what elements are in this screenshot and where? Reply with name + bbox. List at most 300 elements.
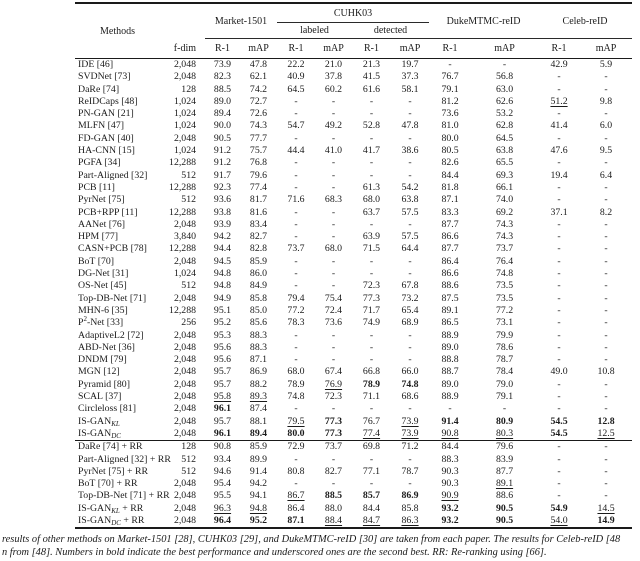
metric-value-cell: 77.4 xyxy=(249,181,268,193)
metric-value-cell: 86.7 xyxy=(287,490,305,502)
table-row xyxy=(75,280,632,292)
metric-value-cell: 68.6 xyxy=(401,391,419,403)
metric-value-cell: 66.8 xyxy=(362,366,381,378)
metric-value-cell: 73.6 xyxy=(441,108,459,120)
metric-value-cell: 44.4 xyxy=(287,145,305,157)
metric-value-cell: 74.8 xyxy=(287,391,305,403)
metric-value-cell: - xyxy=(604,465,608,477)
fdim-cell: 1,024 xyxy=(173,95,196,107)
metric-value-cell: 81.0 xyxy=(441,120,459,132)
metric-value-cell: 80.0 xyxy=(441,132,459,144)
metric-value-cell: - xyxy=(557,243,561,255)
table-row xyxy=(75,268,632,280)
caption-line-1: results of other methods on Market-1501 [28], CUHK03 [29], and DukeMTMC-reID [30] are taken from each paper. The results for Celeb-reID [48 xyxy=(2,534,621,545)
metric-value-cell: 91.4 xyxy=(249,465,268,477)
metric-value-cell: 22.2 xyxy=(287,59,305,70)
metric-header: R-1 xyxy=(352,39,391,59)
metric-value-cell: 90.9 xyxy=(441,490,459,502)
metric-value-cell: 95.7 xyxy=(213,366,232,378)
metric-value-cell: 68.3 xyxy=(324,194,343,206)
fdim-cell: 3,840 xyxy=(173,231,196,243)
metric-value-cell: 78.7 xyxy=(401,465,419,477)
metric-value-cell: 85.8 xyxy=(249,292,268,304)
metric-value-cell: 6.0 xyxy=(599,120,613,132)
metric-header: mAP xyxy=(580,39,632,59)
table-row xyxy=(75,157,632,169)
metric-value-cell: - xyxy=(408,157,412,169)
metric-value-cell: 47.8 xyxy=(401,120,419,132)
table-row xyxy=(75,133,632,145)
metric-value-cell: 79.4 xyxy=(287,292,305,304)
metric-value-cell: - xyxy=(369,255,374,267)
metric-value-cell: - xyxy=(604,453,608,465)
method-name-cell: OS-Net [45] xyxy=(78,280,127,292)
metric-value-cell: 89.4 xyxy=(249,427,268,439)
metric-value-cell: 63.8 xyxy=(495,145,514,157)
fdim-cell: 12,288 xyxy=(169,181,196,193)
metric-value-cell: - xyxy=(557,378,561,390)
metric-value-cell: 47.6 xyxy=(550,145,568,157)
metric-value-cell: 74.3 xyxy=(249,120,268,132)
metric-value-cell: - xyxy=(557,83,561,95)
table-row xyxy=(75,84,632,96)
metric-value-cell: - xyxy=(604,157,608,169)
metric-value-cell: 79.1 xyxy=(441,83,459,95)
metric-value-cell: - xyxy=(604,317,608,329)
metric-value-cell: - xyxy=(408,354,412,366)
metric-value-cell: - xyxy=(369,95,374,107)
metric-value-cell: 64.5 xyxy=(495,132,514,144)
table-row xyxy=(75,391,632,403)
table-row xyxy=(75,231,632,243)
metric-value-cell: 77.1 xyxy=(362,465,381,477)
method-name-cell: DaRe [74] + RR xyxy=(78,441,143,453)
metric-value-cell: 65.4 xyxy=(401,304,419,316)
metric-header: mAP xyxy=(471,39,538,59)
metric-value-cell: 60.2 xyxy=(324,83,343,95)
method-name-cell: HA-CNN [15] xyxy=(78,145,135,157)
method-name-cell: Circleloss [81] xyxy=(78,403,136,415)
metric-value-cell: - xyxy=(294,132,298,144)
method-name-cell: SVDNet [73] xyxy=(78,71,131,83)
metric-value-cell: 93.2 xyxy=(441,502,459,514)
metric-value-cell: - xyxy=(604,478,608,490)
metric-value-cell: 37.3 xyxy=(401,71,419,83)
metric-value-cell: 64.4 xyxy=(401,243,419,255)
metric-value-cell: 79.0 xyxy=(495,378,514,390)
fdim-cell: 512 xyxy=(181,169,196,181)
table-row xyxy=(75,416,632,428)
fdim-cell: 2,048 xyxy=(173,478,196,490)
metric-value-cell: 86.4 xyxy=(441,255,459,267)
metric-value-cell: 93.2 xyxy=(441,514,459,526)
method-name-cell: DG-Net [31] xyxy=(78,268,129,280)
metric-value-cell: 79.1 xyxy=(495,391,514,403)
metric-value-cell: 9.5 xyxy=(599,145,613,157)
metric-value-cell: - xyxy=(557,341,561,353)
metric-value-cell: 90.8 xyxy=(213,441,232,453)
metric-value-cell: - xyxy=(557,108,561,120)
metric-value-cell: 90.3 xyxy=(441,478,459,490)
metric-value-cell: - xyxy=(604,194,608,206)
metric-value-cell: - xyxy=(294,231,298,243)
metric-header: R-1 xyxy=(277,39,315,59)
metric-header: mAP xyxy=(240,39,277,59)
metric-value-cell: 73.1 xyxy=(495,317,514,329)
metric-value-cell: 6.4 xyxy=(599,169,613,181)
fdim-cell: 512 xyxy=(181,465,196,477)
table-row xyxy=(75,317,632,329)
metric-value-cell: - xyxy=(408,478,412,490)
metric-value-cell: 37.8 xyxy=(324,71,343,83)
methods-header: Methods xyxy=(100,25,135,37)
method-name-cell: PCB+RPP [11] xyxy=(78,206,138,218)
metric-value-cell: - xyxy=(294,255,298,267)
fdim-cell: 2,048 xyxy=(173,341,196,353)
metric-value-cell: - xyxy=(331,231,336,243)
metric-value-cell: 93.9 xyxy=(213,218,232,230)
metric-header: mAP xyxy=(391,39,429,59)
metric-value-cell: 42.9 xyxy=(550,59,568,70)
method-name-cell: Part-Aligned [32] xyxy=(78,169,148,181)
metric-value-cell: 83.9 xyxy=(495,453,514,465)
metric-value-cell: 57.5 xyxy=(401,231,419,243)
metric-value-cell: 80.8 xyxy=(287,465,305,477)
metric-value-cell: 88.4 xyxy=(324,514,343,526)
metric-value-cell: - xyxy=(294,341,298,353)
metric-value-cell: 75.4 xyxy=(324,292,343,304)
metric-value-cell: 91.2 xyxy=(213,145,232,157)
metric-value-cell: - xyxy=(604,108,608,120)
table-row xyxy=(75,256,632,268)
metric-value-cell: 37.1 xyxy=(550,206,568,218)
metric-value-cell: - xyxy=(557,329,561,341)
metric-value-cell: - xyxy=(408,169,412,181)
metric-value-cell: - xyxy=(294,453,298,465)
metric-value-cell: 80.5 xyxy=(441,145,459,157)
metric-value-cell: 69.8 xyxy=(362,441,381,453)
metric-value-cell: 95.2 xyxy=(213,317,232,329)
method-name-cell: IDE [46] xyxy=(78,59,114,70)
metric-value-cell: 86.5 xyxy=(441,317,459,329)
metric-value-cell: 71.1 xyxy=(362,391,381,403)
metric-value-cell: 89.0 xyxy=(213,95,232,107)
metric-value-cell: 82.6 xyxy=(441,157,459,169)
metric-value-cell: 80.0 xyxy=(287,427,305,439)
metric-value-cell: 94.4 xyxy=(213,243,232,255)
metric-value-cell: 62.6 xyxy=(495,95,514,107)
metric-value-cell: 88.9 xyxy=(441,329,459,341)
metric-value-cell: 94.2 xyxy=(249,478,268,490)
metric-value-cell: 74.8 xyxy=(401,378,419,390)
table-row xyxy=(75,503,632,515)
fdim-cell: 2,048 xyxy=(173,403,196,415)
method-name-cell: Pyramid [80] xyxy=(78,378,130,390)
metric-value-cell: 57.5 xyxy=(401,206,419,218)
metric-value-cell: 73.9 xyxy=(401,427,419,439)
table-row xyxy=(75,96,632,108)
metric-value-cell: - xyxy=(331,206,336,218)
method-name-cell: MGN [12] xyxy=(78,366,120,378)
metric-value-cell: - xyxy=(408,403,412,415)
metric-value-cell: 71.6 xyxy=(287,194,305,206)
metric-value-cell: 84.4 xyxy=(441,441,459,453)
metric-value-cell: 72.6 xyxy=(249,108,268,120)
metric-value-cell: - xyxy=(408,341,412,353)
metric-value-cell: - xyxy=(408,453,412,465)
metric-value-cell: 76.7 xyxy=(441,71,459,83)
table-row xyxy=(75,466,632,478)
metric-value-cell: 89.0 xyxy=(441,341,459,353)
metric-value-cell: - xyxy=(408,255,412,267)
table-body-main xyxy=(75,59,632,441)
metric-value-cell: 94.9 xyxy=(213,292,232,304)
metric-value-cell: 82.3 xyxy=(213,71,232,83)
metric-value-cell: - xyxy=(557,181,561,193)
metric-value-cell: 86.6 xyxy=(441,268,459,280)
table-row xyxy=(75,120,632,132)
metric-value-cell: 74.0 xyxy=(495,194,514,206)
table-caption xyxy=(2,534,640,559)
metric-value-cell: - xyxy=(557,465,561,477)
metric-value-cell: 76.8 xyxy=(249,157,268,169)
metric-value-cell: 21.0 xyxy=(324,59,343,70)
metric-value-cell: 77.4 xyxy=(362,427,381,439)
metric-value-cell: 79.6 xyxy=(495,441,514,453)
table-row xyxy=(75,59,632,72)
metric-value-cell: 71.7 xyxy=(362,304,381,316)
fdim-cell: 2,048 xyxy=(173,329,196,341)
metric-value-cell: 54.9 xyxy=(550,502,568,514)
metric-value-cell: - xyxy=(604,378,608,390)
method-name-cell: PCB [11] xyxy=(78,181,115,193)
table-row xyxy=(75,354,632,366)
metric-value-cell: 81.6 xyxy=(249,206,268,218)
fdim-cell: 128 xyxy=(181,441,196,453)
fdim-cell: 1,024 xyxy=(173,108,196,120)
metric-value-cell: 96.1 xyxy=(213,427,232,439)
metric-value-cell: 78.6 xyxy=(495,341,514,353)
metric-value-cell: 89.9 xyxy=(249,453,268,465)
metric-value-cell: 94.8 xyxy=(213,280,232,292)
table-body-reranking xyxy=(75,441,632,529)
metric-value-cell: - xyxy=(604,71,608,83)
metric-value-cell: 49.2 xyxy=(324,120,343,132)
metric-value-cell: 76.4 xyxy=(495,255,514,267)
metric-value-cell: - xyxy=(408,95,412,107)
metric-value-cell: 79.5 xyxy=(287,415,305,427)
metric-value-cell: - xyxy=(331,157,336,169)
metric-value-cell: 40.9 xyxy=(287,71,305,83)
metric-value-cell: - xyxy=(369,341,374,353)
metric-value-cell: 75.7 xyxy=(249,145,268,157)
metric-value-cell: 72.4 xyxy=(324,304,343,316)
metric-value-cell: 89.3 xyxy=(249,391,268,403)
metric-value-cell: 54.7 xyxy=(287,120,305,132)
metric-value-cell: 19.7 xyxy=(401,59,419,70)
metric-value-cell: - xyxy=(557,490,561,502)
fdim-cell: 1,024 xyxy=(173,268,196,280)
method-name-cell: $IS-GAN_{DC}$ xyxy=(78,427,121,440)
metric-value-cell: - xyxy=(604,292,608,304)
metric-value-cell: - xyxy=(557,304,561,316)
method-name-cell: SCAL [37] xyxy=(78,391,122,403)
metric-value-cell: 74.2 xyxy=(249,83,268,95)
metric-value-cell: 96.1 xyxy=(213,403,232,415)
metric-value-cell: 62.1 xyxy=(249,71,268,83)
table-row xyxy=(75,243,632,255)
metric-value-cell: 94.5 xyxy=(213,255,232,267)
metric-value-cell: - xyxy=(294,206,298,218)
metric-value-cell: - xyxy=(331,95,336,107)
table-row xyxy=(75,403,632,415)
metric-value-cell: 14.5 xyxy=(597,502,615,514)
metric-value-cell: 66.1 xyxy=(495,181,514,193)
fdim-cell: 12,288 xyxy=(169,157,196,169)
metric-value-cell: - xyxy=(369,132,374,144)
method-name-cell: ReIDCaps [48] xyxy=(78,95,138,107)
table-row xyxy=(75,170,632,182)
metric-value-cell: - xyxy=(557,268,561,280)
metric-value-cell: 87.7 xyxy=(441,218,459,230)
metric-value-cell: 79.6 xyxy=(249,169,268,181)
metric-value-cell: 81.2 xyxy=(441,95,459,107)
metric-value-cell: 73.6 xyxy=(324,317,343,329)
metric-value-cell: - xyxy=(604,354,608,366)
metric-value-cell: 78.9 xyxy=(362,378,381,390)
metric-value-cell: - xyxy=(369,329,374,341)
fdim-cell: 12,288 xyxy=(169,243,196,255)
metric-value-cell: - xyxy=(294,169,298,181)
method-name-cell: PyrNet [75] xyxy=(78,194,125,206)
metric-value-cell: 63.7 xyxy=(362,206,381,218)
metric-value-cell: 82.7 xyxy=(249,231,268,243)
metric-value-cell: 61.6 xyxy=(362,83,381,95)
metric-value-cell: - xyxy=(557,231,561,243)
metric-value-cell: 61.3 xyxy=(362,181,381,193)
metric-value-cell: 85.6 xyxy=(249,317,268,329)
metric-value-cell: 84.9 xyxy=(249,280,268,292)
metric-value-cell: - xyxy=(331,354,336,366)
metric-value-cell: 87.1 xyxy=(441,194,459,206)
metric-value-cell: 86.6 xyxy=(441,231,459,243)
metric-value-cell: 65.5 xyxy=(495,157,514,169)
method-name-cell: $IS-GAN_{KL}$ + RR xyxy=(78,502,144,515)
metric-value-cell: - xyxy=(331,132,336,144)
metric-value-cell: 68.0 xyxy=(324,243,343,255)
metric-value-cell: 73.9 xyxy=(401,415,419,427)
metric-value-cell: 54.2 xyxy=(401,181,419,193)
metric-value-cell: - xyxy=(331,403,336,415)
metric-value-cell: - xyxy=(294,329,298,341)
metric-value-cell: 19.4 xyxy=(550,169,568,181)
metric-value-cell: 87.7 xyxy=(441,243,459,255)
metric-value-cell: 63.0 xyxy=(495,83,514,95)
table-row xyxy=(75,305,632,317)
metric-value-cell: 78.3 xyxy=(287,317,305,329)
metric-value-cell: 12.5 xyxy=(597,427,615,439)
metric-value-cell: 73.7 xyxy=(495,243,514,255)
metric-value-cell: 87.4 xyxy=(249,403,268,415)
metric-value-cell: 81.7 xyxy=(249,194,268,206)
fdim-cell: 2,048 xyxy=(173,514,196,526)
metric-value-cell: 51.2 xyxy=(550,95,568,107)
metric-value-cell: - xyxy=(604,132,608,144)
metric-value-cell: 86.9 xyxy=(249,366,268,378)
metric-value-cell: 94.1 xyxy=(249,490,268,502)
metric-value-cell: 41.4 xyxy=(550,120,568,132)
metric-value-cell: - xyxy=(557,218,561,230)
metric-value-cell: 67.8 xyxy=(401,280,419,292)
metric-value-cell: - xyxy=(369,108,374,120)
metric-value-cell: 93.8 xyxy=(213,206,232,218)
method-name-cell: PN-GAN [21] xyxy=(78,108,134,120)
metric-value-cell: - xyxy=(369,169,374,181)
method-name-cell: MHN-6 [35] xyxy=(78,304,128,316)
table-row xyxy=(75,145,632,157)
fdim-cell: 2,048 xyxy=(173,354,196,366)
metric-value-cell: 91.2 xyxy=(213,157,232,169)
metric-value-cell: - xyxy=(604,280,608,292)
fdim-cell: 2,048 xyxy=(173,502,196,514)
metric-value-cell: 86.3 xyxy=(401,514,419,526)
metric-value-cell: 52.8 xyxy=(362,120,381,132)
metric-value-cell: - xyxy=(557,194,561,206)
group-header-cuhk03: CUHK03 xyxy=(277,3,429,23)
metric-value-cell: 94.8 xyxy=(213,268,232,280)
metric-value-cell: - xyxy=(369,218,374,230)
metric-value-cell: - xyxy=(331,218,336,230)
metric-value-cell: 89.4 xyxy=(213,108,232,120)
fdim-cell: 128 xyxy=(181,83,196,95)
metric-value-cell: - xyxy=(604,268,608,280)
metric-value-cell: 8.2 xyxy=(599,206,613,218)
metric-value-cell: 84.4 xyxy=(441,169,459,181)
metric-value-cell: - xyxy=(604,329,608,341)
metric-value-cell: 63.8 xyxy=(401,194,419,206)
metric-value-cell: - xyxy=(448,59,452,70)
metric-value-cell: - xyxy=(604,304,608,316)
method-name-cell: Part-Aligned [32] + RR xyxy=(78,453,171,465)
metric-value-cell: - xyxy=(557,354,561,366)
metric-value-cell: 73.7 xyxy=(324,441,343,453)
metric-value-cell: - xyxy=(331,478,336,490)
metric-value-cell: 54.5 xyxy=(550,415,568,427)
metric-value-cell: 85.9 xyxy=(249,441,268,453)
metric-value-cell: 73.9 xyxy=(213,59,232,70)
metric-value-cell: - xyxy=(557,453,561,465)
metric-value-cell: 64.5 xyxy=(287,83,305,95)
table-row xyxy=(75,478,632,490)
metric-value-cell: - xyxy=(557,478,561,490)
metric-value-cell: 95.3 xyxy=(213,329,232,341)
metric-value-cell: 49.0 xyxy=(550,366,568,378)
metric-value-cell: - xyxy=(557,317,561,329)
metric-value-cell: 94.2 xyxy=(213,231,232,243)
fdim-cell: 512 xyxy=(181,194,196,206)
metric-value-cell: - xyxy=(604,181,608,193)
table-row xyxy=(75,182,632,194)
metric-value-cell: 79.9 xyxy=(495,329,514,341)
metric-value-cell: 12.8 xyxy=(597,415,615,427)
method-name-cell: Top-DB-Net [71] + RR xyxy=(78,490,170,502)
fdim-cell: 2,048 xyxy=(173,490,196,502)
method-name-cell: DNDM [79] xyxy=(78,354,127,366)
fdim-cell: 2,048 xyxy=(173,378,196,390)
metric-value-cell: 9.8 xyxy=(599,95,613,107)
metric-value-cell: 82.7 xyxy=(324,465,343,477)
metric-value-cell: 88.1 xyxy=(249,415,268,427)
